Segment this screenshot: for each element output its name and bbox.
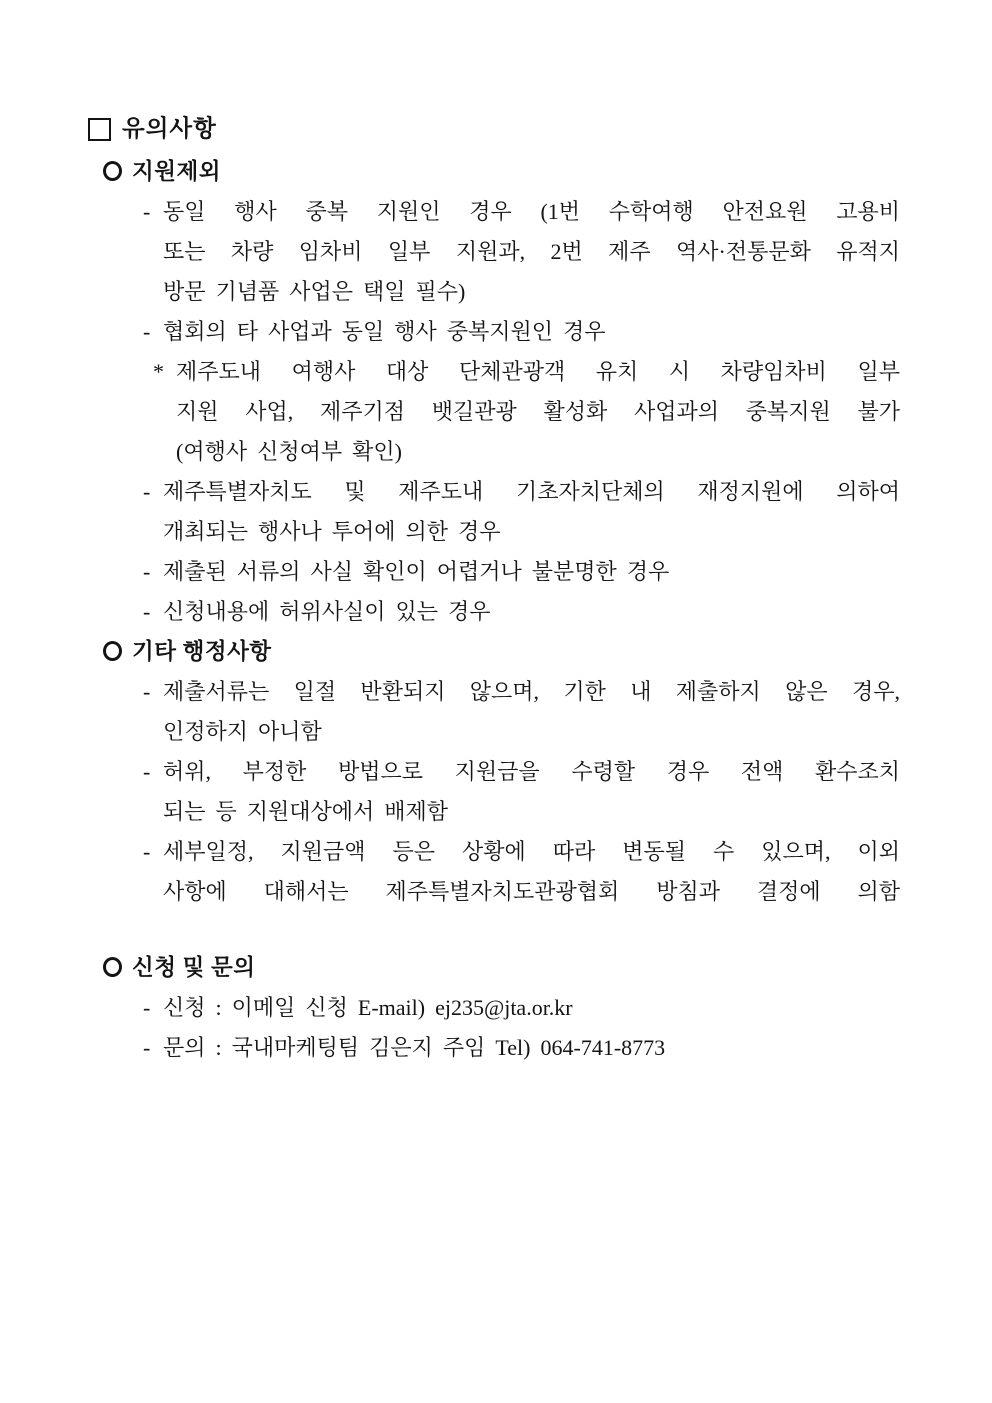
list-item-line [0, 592, 992, 632]
section-heading: 기타 행정사항 [132, 639, 272, 664]
dash-marker: - [143, 995, 151, 1020]
section-heading-row [0, 948, 992, 988]
dash-marker: - [143, 679, 151, 704]
notice-title-row [0, 106, 992, 152]
dash-marker: - [143, 199, 151, 224]
item-text: 제출서류는 일절 반환되지 않으며, 기한 내 제출하지 않은 경우, [163, 679, 900, 704]
dash-marker: - [143, 839, 151, 864]
section-heading-row [0, 152, 992, 192]
item-text: 제주특별자치도 및 제주도내 기초자치단체의 재정지원에 의하여 [163, 479, 900, 504]
list-item-line [0, 832, 992, 872]
list-item-line [0, 872, 992, 912]
list-item-line [0, 792, 992, 832]
item-text: 세부일정, 지원금액 등은 상황에 따라 변동될 수 있으며, 이외 [163, 839, 900, 864]
dash-marker: - [143, 599, 151, 624]
notice-title: 유의사항 [122, 116, 217, 142]
dash-marker: - [143, 759, 151, 784]
item-text: 허위, 부정한 방법으로 지원금을 수령할 경우 전액 환수조치 [163, 759, 900, 784]
circle-bullet-icon [103, 957, 122, 977]
item-text: 인정하지 아니함 [163, 719, 322, 744]
section-heading-row [0, 632, 992, 672]
note-text: 제주도내 여행사 대상 단체관광객 유치 시 차량임차비 일부 [176, 359, 900, 384]
item-text: 사항에 대해서는 제주특별자치도관광협회 방침과 결정에 의함 [163, 879, 900, 904]
dash-marker: - [143, 1035, 151, 1060]
square-bullet-icon [88, 118, 111, 141]
item-text: 또는 차량 임차비 일부 지원과, 2번 제주 역사·전통문화 유적지 [163, 239, 900, 264]
blank-line [0, 912, 992, 948]
item-text: 방문 기념품 사업은 택일 필수) [163, 279, 466, 304]
dash-marker: - [143, 319, 151, 344]
note-line [0, 432, 992, 472]
item-text: 동일 행사 중복 지원인 경우 (1번 수학여행 안전요원 고용비 [163, 199, 900, 224]
list-item-line [0, 192, 992, 232]
item-text: 협회의 타 사업과 동일 행사 중복지원인 경우 [163, 319, 606, 344]
list-item-line [0, 312, 992, 352]
list-item-line [0, 752, 992, 792]
list-item-line [0, 552, 992, 592]
circle-bullet-icon [103, 641, 122, 661]
list-item-line [0, 512, 992, 552]
item-text: 제출된 서류의 사실 확인이 어렵거나 불분명한 경우 [163, 559, 670, 584]
asterisk-marker: * [153, 359, 164, 384]
list-item-line [0, 672, 992, 712]
item-text: 되는 등 지원대상에서 배제함 [163, 799, 449, 824]
apply-contact-text: 신청 : 이메일 신청 E-mail) ej235@jta.or.kr [163, 995, 573, 1020]
note-text: (여행사 신청여부 확인) [176, 439, 402, 464]
list-item-line [0, 272, 992, 312]
section-heading: 지원제외 [132, 159, 221, 184]
inquiry-contact-text: 문의 : 국내마케팅팀 김은지 주임 Tel) 064-741-8773 [163, 1035, 666, 1060]
note-text: 지원 사업, 제주기점 뱃길관광 활성화 사업과의 중복지원 불가 [176, 399, 900, 424]
list-item-line [0, 472, 992, 512]
section-heading: 신청 및 문의 [132, 955, 256, 980]
note-line [0, 352, 992, 392]
list-item-line [0, 712, 992, 752]
list-item-line [0, 988, 992, 1028]
dash-marker: - [143, 479, 151, 504]
note-line [0, 392, 992, 432]
list-item-line [0, 1028, 992, 1068]
item-text: 개최되는 행사나 투어에 의한 경우 [163, 519, 501, 544]
circle-bullet-icon [103, 161, 122, 181]
dash-marker: - [143, 559, 151, 584]
list-item-line [0, 232, 992, 272]
item-text: 신청내용에 허위사실이 있는 경우 [163, 599, 491, 624]
